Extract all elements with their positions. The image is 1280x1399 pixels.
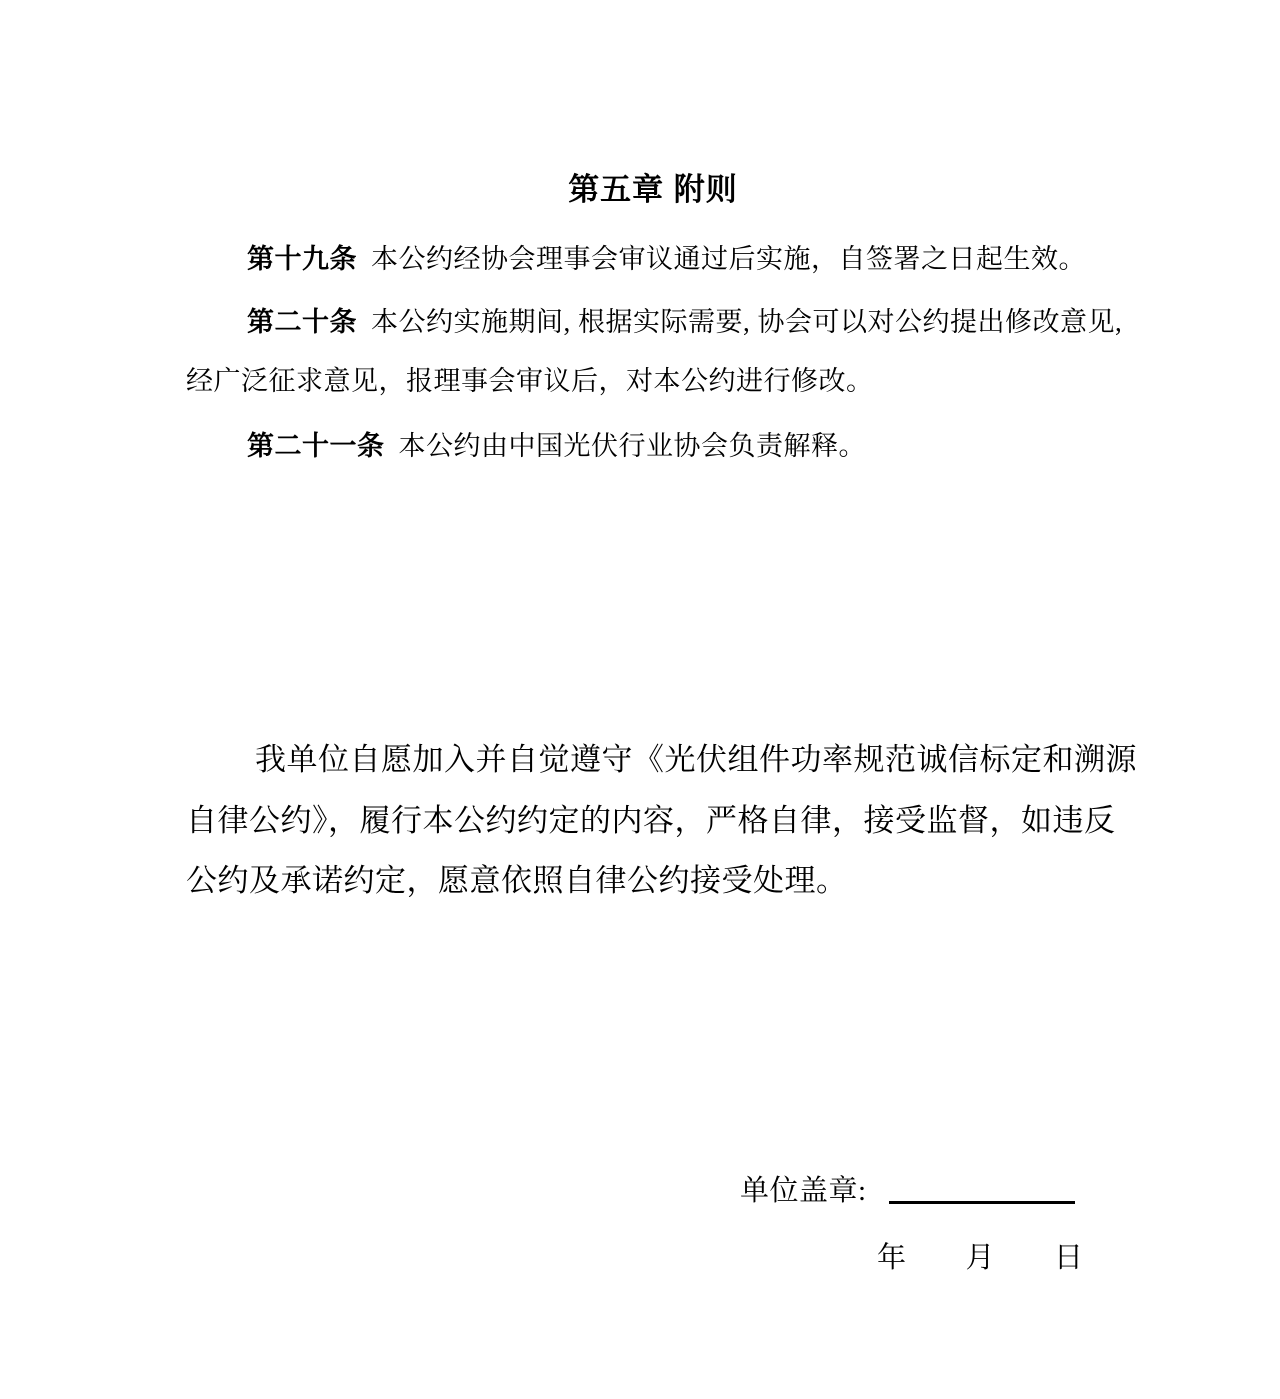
article-19-text: 本公约经协会理事会审议通过后实施，自签署之日起生效。 <box>371 244 1086 274</box>
article-20-line-1 <box>247 307 1122 339</box>
article-20-label: 第二十条 <box>247 307 357 337</box>
chapter-title: 第五章 附则 <box>568 172 738 207</box>
article-21-label: 第二十一条 <box>247 431 385 461</box>
date-line: 年 月 日 <box>877 1242 1084 1274</box>
pledge-line-3: 公约及承诺约定，愿意依照自律公约接受处理。 <box>186 863 848 898</box>
stamp-row <box>740 1174 1075 1208</box>
article-20-text-1: 本公约实施期间, 根据实际需要, 协会可以对公约提出修改意见, <box>371 307 1123 337</box>
stamp-label: 单位盖章: <box>740 1175 867 1207</box>
pledge-line-2: 自律公约》，履行本公约约定的内容，严格自律，接受监督，如违反 <box>186 803 1116 838</box>
article-21-text: 本公约由中国光伏行业协会负责解释。 <box>398 431 866 461</box>
pledge-line-1: 我单位自愿加入并自觉遵守《光伏组件功率规范诚信标定和溯源 <box>255 742 1137 777</box>
article-19-label: 第十九条 <box>247 244 357 274</box>
article-19 <box>247 244 1086 276</box>
article-20-line-2: 经广泛征求意见，报理事会审议后，对本公约进行修改。 <box>186 366 874 396</box>
article-21 <box>247 431 866 463</box>
stamp-signature-line <box>889 1174 1075 1204</box>
